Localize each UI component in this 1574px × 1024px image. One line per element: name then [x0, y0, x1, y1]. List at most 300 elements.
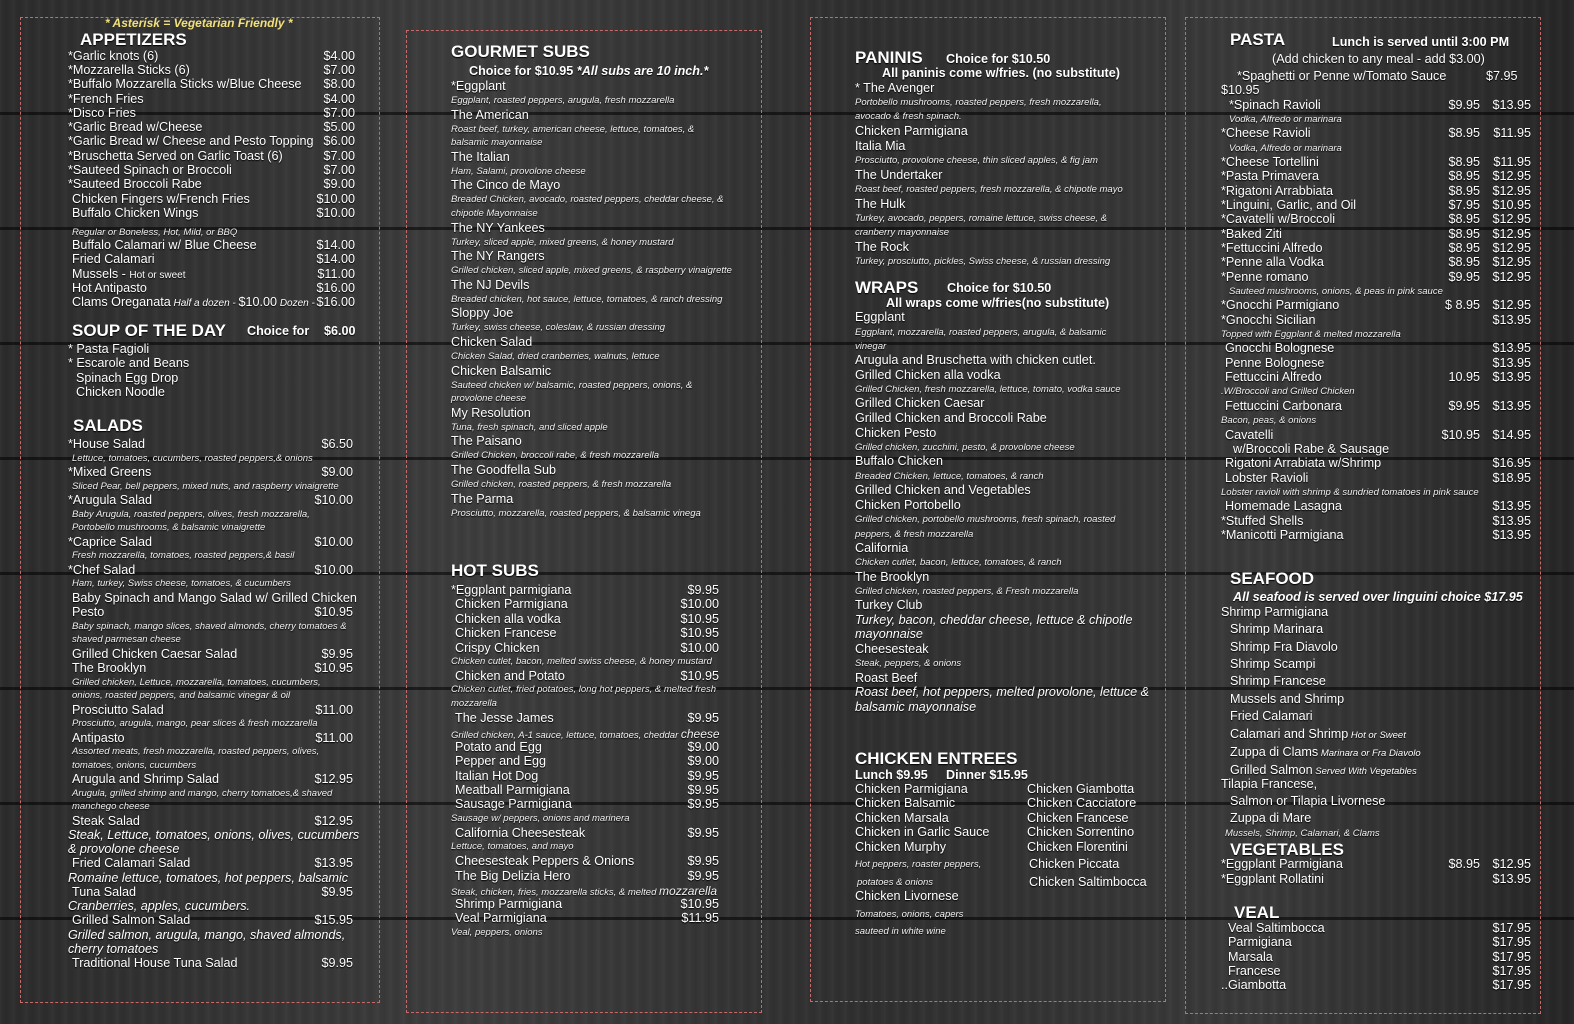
pasta-price-dinner: $12.95	[1492, 226, 1531, 241]
gourmet-sub-desc: chipotle Mayonnaise	[451, 208, 538, 219]
appetizer-item: *Bruschetta Served on Garlic Toast (6)	[68, 149, 283, 163]
hot-sub-item: The Jesse James	[455, 711, 554, 726]
appetizer-item: Buffalo Chicken Wings	[72, 206, 199, 220]
salad-desc: Fresh mozzarella, tomatoes, roasted peppers,& basil	[72, 550, 295, 561]
hot-sub-price: $9.00	[687, 739, 719, 754]
salad-price: $13.95	[314, 856, 353, 870]
pasta-price-dinner: $13.95	[1492, 527, 1531, 542]
vegetables-title: VEGETABLES	[1230, 840, 1344, 859]
hot-sub-item: *Eggplant parmigiana	[451, 583, 572, 597]
wrap-item: The Brooklyn	[855, 569, 930, 584]
appetizer-price: $10.00	[316, 192, 355, 206]
appetizer-item: Buffalo Calamari w/ Blue Cheese	[72, 238, 257, 252]
salad-item: Traditional House Tuna Salad	[72, 955, 238, 970]
vegetable-price-dinner: $12.95	[1492, 857, 1531, 871]
wrap-item: Turkey Club	[855, 598, 923, 613]
pasta-title: PASTA	[1230, 30, 1286, 49]
pasta-price-dinner: $13.95	[1492, 312, 1531, 327]
vegetable-price-lunch: $8.95	[1448, 857, 1480, 871]
salad-item: Steak Salad	[72, 813, 140, 828]
pasta-price-dinner: $16.95	[1492, 456, 1531, 471]
wrap-item: California	[855, 540, 909, 555]
hot-sub-price: $9.95	[687, 583, 719, 597]
salad-item: Antipasto	[72, 730, 125, 745]
pasta-price-lunch: 10.95	[1448, 370, 1480, 384]
hot-sub-item: Cheesesteak Peppers & Onions	[455, 854, 635, 869]
wrap-desc: peppers, & fresh mozzarella	[855, 528, 974, 540]
hot-sub-item: Chicken Francese	[455, 626, 557, 641]
appetizers-title: APPETIZERS	[80, 30, 187, 49]
pasta-item: *Gnocchi Sicilian	[1221, 312, 1316, 327]
hot-sub-item: Italian Hot Dog	[455, 768, 539, 783]
pasta-item: *Gnocchi Parmigiano	[1221, 298, 1340, 313]
hot-sub-item: Sausage Parmigiana	[455, 797, 572, 812]
wrap-desc: Eggplant, mozzarella, roasted peppers, arugula, & balsamic	[855, 326, 1107, 338]
pasta-item: *Spinach Ravioli	[1229, 97, 1321, 112]
hot-sub-desc: Chicken cutlet, bacon, melted swiss cheese, & honey mustard	[451, 656, 712, 667]
soup-item: Chicken Noodle	[76, 385, 165, 400]
appetizer-price: $14.00	[316, 238, 355, 252]
wrap-item: Grilled Chicken alla vodka	[855, 367, 1001, 382]
appetizer-item: Hot Antipasto	[72, 281, 147, 295]
pasta-item: *Fettuccini Alfredo	[1221, 240, 1323, 255]
hot-sub-item: Potato and Egg	[455, 739, 542, 754]
hot-sub-price: $10.95	[680, 897, 719, 911]
pasta-price-lunch: $9.95	[1448, 398, 1480, 413]
salad-price: $11.00	[315, 730, 353, 745]
chicken-entree-item: Chicken Parmigiana	[855, 782, 968, 796]
panini-item: The Rock	[855, 240, 909, 254]
chicken-entree-item: Chicken Marsala	[855, 810, 949, 825]
gourmet-sub-item: The Goodfella Sub	[451, 463, 557, 477]
appetizer-item: *Mozzarella Sticks (6)	[68, 63, 190, 77]
wrap-desc: Breaded Chicken, lettuce, tomatoes, & ranch	[855, 471, 1044, 482]
pasta-price-lunch: $7.95	[1448, 198, 1480, 212]
hot-sub-price: $9.95	[687, 797, 719, 812]
appetizer-price: $8.00	[323, 77, 355, 91]
salad-desc-big: Grilled salmon, arugula, mango, shaved almonds,	[68, 927, 346, 942]
appetizer-price: $14.00	[316, 252, 355, 266]
chicken-entrees-title: CHICKEN ENTREES	[855, 749, 1018, 768]
pasta-price-lunch: $8.95	[1448, 183, 1480, 198]
seafood-item: Shrimp Fra Diavolo	[1230, 640, 1338, 654]
vegetable-item: *Eggplant Rollatini	[1221, 871, 1324, 886]
appetizer-price: $11.00	[317, 267, 355, 281]
appetizer-item: *Sauteed Spinach or Broccoli	[68, 163, 232, 177]
gourmet-sub-item: The NY Yankees	[451, 220, 545, 235]
appetizer-item: *French Fries	[68, 92, 144, 106]
salad-price: $9.95	[321, 955, 353, 970]
gourmet-sub-item: Chicken Balsamic	[451, 363, 552, 378]
panini-desc: cranberry mayonnaise	[855, 227, 949, 238]
chicken-murphy-desc: potatoes & onions	[857, 877, 934, 888]
pasta-item: *Cheese Ravioli	[1221, 126, 1311, 141]
pasta-price-dinner: $12.95	[1492, 255, 1531, 270]
appetizer-price: $4.00	[323, 92, 355, 106]
pasta-item: Fettuccini Alfredo	[1225, 370, 1322, 384]
pasta-item: *Baked Ziti	[1221, 226, 1282, 241]
salad-desc-big: & provolone cheese	[68, 842, 180, 856]
wrap-item: Buffalo Chicken	[855, 454, 943, 469]
gourmet-sub-desc: Ham, Salami, provolone cheese	[451, 165, 586, 177]
pasta-price-lunch: $10.95	[1441, 427, 1480, 442]
hot-sub-price: $9.95	[687, 768, 719, 783]
pasta-price-dinner: $12.95	[1492, 183, 1531, 198]
pasta-price: $7.95	[1486, 69, 1518, 83]
appetizer-note: Regular or Boneless, Hot, Mild, or BBQ	[72, 227, 238, 238]
veal-item: Francese	[1228, 963, 1281, 978]
pasta-item: *Penne romano	[1221, 269, 1309, 284]
hot-sub-price: $10.00	[680, 640, 719, 655]
salad-desc: Portobello mushrooms, & balsamic vinaigrette	[72, 522, 266, 533]
salad-item: Prosciutto Salad	[72, 702, 164, 717]
wrap-item: Chicken Pesto	[855, 425, 937, 440]
paninis-title: PANINIS	[855, 48, 923, 67]
gourmet-sub-item: The NY Rangers	[451, 249, 545, 264]
gourmet-sub-desc: Breaded chicken, hot sauce, lettuce, tomatoes, & ranch dressing	[451, 293, 723, 305]
hot-subs-title: HOT SUBS	[451, 561, 539, 580]
salad-price: $12.95	[314, 813, 353, 828]
pasta-item: *Manicotti Parmigiana	[1221, 527, 1344, 542]
gourmet-sub-desc: Grilled chicken, roasted peppers, & fresh mozzarella	[451, 479, 672, 490]
salad-item: Tuna Salad	[72, 884, 136, 899]
salad-item: Arugula and Shrimp Salad	[72, 772, 220, 786]
panini-item: The Undertaker	[855, 168, 943, 182]
wrap-item: Grilled Chicken and Broccoli Rabe	[855, 411, 1047, 425]
seafood-item: Shrimp Marinara	[1230, 622, 1324, 636]
gourmet-choice: Choice for $10.95 *All subs are 10 inch.*	[469, 64, 709, 78]
pasta-desc: .W/Broccoli and Grilled Chicken	[1221, 386, 1355, 398]
veal-price: $17.95	[1492, 921, 1531, 935]
hot-sub-price: $9.95	[687, 825, 719, 840]
salad-desc: Baby Arugula, roasted peppers, olives, fresh mozzarella,	[72, 508, 310, 520]
seafood-item: Shrimp Scampi	[1230, 657, 1316, 671]
wrap-desc: Grilled chicken, zucchini, pesto, & provolone cheese	[855, 442, 1075, 454]
chicken-entree-item: Chicken Sorrentino	[1027, 825, 1135, 840]
salad-item: *Chef Salad	[68, 562, 136, 577]
appetizer-item: *Garlic Bread w/ Cheese and Pesto Topping	[68, 134, 314, 148]
pasta-desc: Lobster ravioli with shrimp & sundried tomatoes in pink sauce	[1221, 486, 1479, 498]
paninis-choice: Choice for $10.50	[946, 52, 1051, 66]
salad-price: $6.50	[321, 437, 353, 451]
veal-price: $17.95	[1492, 949, 1531, 964]
salad-item: The Brooklyn	[72, 661, 147, 675]
wrap-item: Arugula and Bruschetta with chicken cutlet.	[855, 353, 1096, 367]
salad-price: $9.00	[321, 465, 353, 479]
seafood-title: SEAFOOD	[1230, 569, 1315, 588]
soup-item: * Pasta Fagioli	[68, 342, 150, 356]
pasta-price-dinner: $13.95	[1492, 355, 1531, 370]
pasta-item: w/Broccoli Rabe & Sausage	[1233, 441, 1390, 456]
gourmet-sub-item: The Cinco de Mayo	[451, 178, 561, 193]
hot-sub-price: $10.95	[680, 669, 719, 683]
wrap-desc-big: Turkey, bacon, cheddar cheese, lettuce & chipotle	[855, 613, 1133, 627]
wrap-desc: Steak, peppers, & onions	[855, 658, 962, 670]
hot-sub-item: The Big Delizia Hero	[455, 868, 571, 883]
panini-desc: Roast beef, roasted peppers, fresh mozzarella, & chipotle mayo	[855, 184, 1123, 195]
appetizer-item: Chicken Fingers w/French Fries	[72, 192, 250, 206]
salad-item: *House Salad	[68, 437, 146, 451]
vegetable-price-dinner: $13.95	[1492, 871, 1531, 886]
hot-sub-desc: Sausage w/ peppers, onions and marinera	[451, 812, 630, 824]
seafood-item: Fried Calamari	[1230, 709, 1313, 723]
salad-item: Pesto	[72, 605, 105, 619]
appetizer-price: $7.00	[323, 163, 355, 177]
pasta-price-dinner: $13.95	[1492, 499, 1531, 514]
gourmet-sub-item: My Resolution	[451, 405, 531, 420]
gourmet-sub-desc: Prosciutto, mozzarella, roasted peppers, & balsamic vinega	[451, 507, 701, 519]
wrap-desc-big: Roast beef, hot peppers, melted provolone, lettuce &	[855, 685, 1150, 700]
pasta-item: Cavatelli	[1225, 427, 1274, 442]
salad-price: $10.00	[314, 534, 353, 549]
pasta-price-lunch: $9.95	[1448, 269, 1480, 284]
hot-sub-desc: Grilled chicken, A-1 sauce, lettuce, tomatoes, cheddar cheese	[451, 726, 720, 741]
gourmet-subs-title: GOURMET SUBS	[451, 42, 590, 61]
pasta-lunch-note: Lunch is served until 3:00 PM	[1332, 35, 1510, 49]
pasta-price-lunch: $8.95	[1448, 212, 1480, 227]
wrap-item: Chicken Portobello	[855, 497, 961, 512]
wrap-item: Grilled Chicken Caesar	[855, 396, 985, 411]
chicken-murphy-desc: Hot peppers, roaster peppers,	[855, 859, 982, 870]
gourmet-sub-desc: Tuna, fresh spinach, and sliced apple	[451, 421, 608, 433]
seafood-item: Tilapia Francese,	[1221, 777, 1318, 791]
gourmet-sub-item: The Paisano	[451, 434, 522, 449]
chicken-entree-item: Chicken Francese	[1027, 810, 1129, 825]
pasta-price-lunch: $8.95	[1448, 240, 1480, 255]
hot-sub-price: $10.95	[680, 626, 719, 641]
salad-desc: Lettuce, tomatoes, cucumbers, roasted peppers,& onions	[72, 452, 313, 464]
salad-item: *Caprice Salad	[68, 534, 153, 549]
salad-desc: onions, roasted peppers, and balsamic vinegar & oil	[72, 690, 291, 701]
appetizer-item: *Garlic Bread w/Cheese	[68, 120, 203, 134]
hot-sub-price: $10.00	[680, 597, 719, 612]
salad-price: $9.95	[321, 646, 353, 661]
chicken-lunch-price: Lunch $9.95	[855, 768, 928, 782]
pasta-price-dinner: $12.95	[1492, 169, 1531, 184]
wraps-choice: Choice for $10.50	[947, 281, 1052, 295]
hot-sub-item: California Cheesesteak	[455, 825, 586, 840]
salad-desc: shaved parmesan cheese	[72, 634, 181, 645]
pasta-price-dinner: $10.95	[1492, 198, 1531, 212]
hot-sub-item: Chicken and Potato	[455, 669, 565, 683]
chicken-livornese-desc: Tomatoes, onions, capers	[855, 909, 964, 920]
panini-item: The Hulk	[855, 197, 906, 211]
appetizer-price: $6.00	[323, 134, 355, 148]
hot-sub-desc: Veal, peppers, onions	[451, 926, 543, 938]
pasta-price-dinner: $12.95	[1492, 212, 1531, 227]
appetizer-item: Mussels - Hot or sweet	[72, 267, 186, 281]
hot-sub-item: Meatball Parmigiana	[455, 783, 570, 797]
pasta-price-lunch: $8.95	[1448, 126, 1480, 141]
panini-desc: Turkey, prosciutto, pickles, Swiss cheese, & russian dressing	[855, 256, 1111, 267]
salad-price: $10.95	[314, 605, 353, 619]
wrap-desc: Chicken cutlet, bacon, lettuce, tomatoes, & ranch	[855, 557, 1062, 569]
gourmet-sub-item: The Italian	[451, 149, 510, 164]
pasta-price-dinner: $11.95	[1493, 155, 1531, 170]
gourmet-sub-desc: Breaded Chicken, avocado, roasted peppers, cheddar cheese, &	[451, 194, 724, 206]
chicken-entree-item: Chicken Giambotta	[1027, 782, 1135, 796]
gourmet-sub-item: Chicken Salad	[451, 335, 533, 349]
seafood-note: All seafood is served over linguini choice $17.95	[1233, 590, 1523, 604]
paninis-note: All paninis come w/fries. (no substitute)	[882, 66, 1120, 80]
chicken-livornese-desc: sauteed in white wine	[855, 926, 946, 937]
pasta-item: *Pasta Primavera	[1221, 169, 1319, 184]
appetizer-item: *Buffalo Mozzarella Sticks w/Blue Cheese	[68, 77, 302, 91]
pasta-desc: Bacon, peas, & onions	[1221, 415, 1317, 427]
salad-desc-big: Steak, Lettuce, tomatoes, onions, olives, cucumbers	[68, 828, 360, 842]
wrap-item: Grilled Chicken and Vegetables	[855, 483, 1031, 498]
hot-sub-desc: mozzarella	[451, 698, 497, 710]
chicken-entree-item: Chicken in Garlic Sauce	[855, 825, 990, 840]
soup-item: * Escarole and Beans	[68, 356, 190, 371]
appetizer-item: *Garlic knots (6)	[68, 49, 159, 63]
salad-price: $15.95	[314, 913, 353, 927]
pasta-item: *Stuffed Shells	[1221, 513, 1304, 528]
wraps-title: WRAPS	[855, 278, 919, 297]
salad-desc: Grilled chicken, Lettuce, mozzarella, tomatoes, cucumbers,	[72, 676, 321, 688]
gourmet-sub-item: The American	[451, 107, 529, 122]
chicken-entree-item: Chicken Florentini	[1027, 839, 1128, 854]
pasta-item: Penne Bolognese	[1225, 355, 1325, 370]
panini-item: * The Avenger	[855, 81, 935, 95]
pasta-item: Gnocchi Bolognese	[1225, 341, 1335, 356]
salad-desc: Prosciutto, arugula, mango, pear slices & fresh mozzarella	[72, 718, 318, 729]
wrap-desc: Grilled chicken, roasted peppers, & Fresh mozzarella	[855, 586, 1079, 598]
salad-desc-big: Cranberries, apples, cucumbers.	[68, 899, 250, 913]
hot-sub-price: $9.95	[687, 854, 719, 869]
seafood-item: Shrimp Francese	[1230, 674, 1326, 688]
appetizer-price: $9.00	[323, 177, 355, 191]
panini-desc: Portobello mushrooms, roasted peppers, fresh mozzarella,	[855, 97, 1102, 108]
hot-sub-price: $9.00	[687, 754, 719, 769]
salad-price: $12.95	[314, 772, 353, 786]
pasta-item: Homemade Lasagna	[1225, 499, 1342, 514]
seafood-item: Mussels and Shrimp	[1230, 692, 1345, 706]
salad-item: *Mixed Greens	[68, 465, 152, 479]
gourmet-sub-desc: Grilled Chicken, broccoli rabe, & fresh mozzarella	[451, 450, 660, 462]
pasta-price-dinner: $12.95	[1492, 240, 1531, 255]
vegetable-item: *Eggplant Parmigiana	[1221, 857, 1343, 871]
pasta-desc: Vodka, Alfredo or marinara	[1229, 113, 1342, 125]
pasta-item: *Penne alla Vodka	[1221, 255, 1324, 270]
appetizer-price: $5.00	[323, 120, 355, 134]
gourmet-sub-item: Sloppy Joe	[451, 306, 514, 321]
hot-sub-price: $9.95	[687, 868, 719, 883]
soup-choice: Choice for	[247, 324, 310, 338]
pasta-price-lunch: $8.95	[1448, 255, 1480, 270]
salad-price: $9.95	[321, 884, 353, 899]
gourmet-sub-desc: Roast beef, turkey, american cheese, lettuce, tomatoes, &	[451, 123, 695, 135]
pasta-item: Fettuccini Carbonara	[1225, 398, 1342, 413]
salad-item: *Arugula Salad	[68, 493, 153, 507]
pasta-price-dinner: $13.95	[1492, 398, 1531, 413]
salad-price: $11.00	[315, 702, 353, 717]
appetizer-price: $16.00	[316, 281, 355, 295]
veal-title: VEAL	[1234, 903, 1280, 922]
hot-sub-desc: Lettuce, tomatoes, and mayo	[451, 841, 574, 853]
hot-sub-item: Veal Parmigiana	[455, 911, 547, 926]
hot-sub-desc: Steak, chicken, fries, mozzarella sticks, & melted mozzarella	[451, 884, 718, 898]
gourmet-sub-desc: balsamic mayonnaise	[451, 137, 543, 149]
hot-sub-item: Crispy Chicken	[455, 640, 540, 655]
pasta-price-dinner: $13.95	[1492, 97, 1531, 112]
gourmet-sub-desc: Eggplant, roasted peppers, arugula, fresh mozzarella	[451, 95, 675, 106]
salad-item: Grilled Salmon Salad	[72, 913, 191, 927]
seafood-item: Zuppa di Clams Marinara or Fra Diavolo	[1230, 745, 1421, 759]
pasta-price-lunch: $ 8.95	[1444, 298, 1480, 313]
appetizer-price: $10.00	[316, 206, 355, 220]
pasta-price-dinner: $14.95	[1492, 427, 1531, 442]
wrap-desc: vinegar	[855, 340, 887, 352]
seafood-desc: Mussels, Shrimp, Calamari, & Clams	[1225, 828, 1380, 839]
veal-price: $17.95	[1492, 935, 1531, 950]
chicken-entree-item: Chicken Livornese	[855, 889, 959, 903]
wrap-desc-big: balsamic mayonnaise	[855, 699, 977, 714]
appetizer-price: $7.00	[323, 106, 355, 120]
appetizer-price: $4.00	[323, 49, 355, 63]
pasta-item: *Spaghetti or Penne w/Tomato Sauce	[1237, 69, 1447, 83]
wrap-desc-big: mayonnaise	[855, 627, 923, 642]
salad-desc-big: Romaine lettuce, tomatoes, hot peppers, balsamic	[68, 870, 349, 885]
wraps-note: All wraps come w/fries(no substitute)	[886, 296, 1110, 310]
wrap-desc: Grilled Chicken, fresh mozzarella, lettuce, tomato, vodka sauce	[855, 384, 1121, 396]
appetizer-item: Fried Calamari	[72, 252, 155, 266]
soup-item: Spinach Egg Drop	[76, 370, 179, 385]
chicken-dinner-price: Dinner $15.95	[946, 768, 1028, 782]
veal-item: Marsala	[1228, 949, 1273, 964]
hot-sub-item: Pepper and Egg	[455, 754, 547, 769]
salad-item: Baby Spinach and Mango Salad w/ Grilled Chicken	[72, 590, 357, 605]
chicken-entree-item: Chicken Murphy	[855, 839, 946, 854]
veal-item: Veal Saltimbocca	[1228, 921, 1325, 935]
pasta-item: *Cheese Tortellini	[1221, 155, 1319, 170]
gourmet-sub-item: *Eggplant	[451, 79, 506, 93]
salad-item: Fried Calamari Salad	[72, 856, 191, 870]
pasta-price-dinner: $12.95	[1492, 298, 1531, 313]
appetizer-price: $16.00	[316, 295, 355, 309]
appetizer-item: *Disco Fries	[68, 106, 136, 120]
pasta-add-chicken-note: (Add chicken to any meal - add $3.00)	[1272, 52, 1485, 66]
pasta-price-dinner: $18.95	[1492, 470, 1531, 485]
pasta-price-lunch: $8.95	[1448, 169, 1480, 184]
hot-sub-price: $11.95	[681, 911, 719, 926]
pasta-desc: Vodka, Alfredo or marinara	[1229, 142, 1342, 154]
pasta-price-lunch: $8.95	[1448, 155, 1480, 170]
wrap-item: Cheesesteak	[855, 641, 929, 656]
salad-price: $10.00	[314, 562, 353, 577]
salad-desc: Baby spinach, mango slices, shaved almonds, cherry tomatoes &	[72, 620, 347, 632]
pasta-item: Lobster Ravioli	[1225, 470, 1309, 485]
veal-price: $17.95	[1492, 963, 1531, 978]
gourmet-sub-item: The NJ Devils	[451, 277, 530, 292]
pasta-price-dinner: $13.95	[1492, 513, 1531, 528]
panini-item: Chicken Parmigiana	[855, 124, 968, 138]
seafood-item: Calamari and Shrimp Hot or Sweet	[1230, 727, 1406, 741]
salad-desc: manchego cheese	[72, 801, 150, 812]
seafood-item: Shrimp Parmigiana	[1221, 605, 1329, 619]
appetizer-price: $7.00	[323, 149, 355, 163]
wrap-item: Roast Beef	[855, 670, 918, 685]
seafood-item: Zuppa di Mare	[1230, 811, 1312, 825]
appetizer-item: Clams Oreganata Half a dozen - $10.00 Dozen -	[72, 295, 315, 309]
wrap-item: Eggplant	[855, 310, 905, 324]
panini-desc: Prosciutto, provolone cheese, thin sliced apples, & fig jam	[855, 155, 1098, 166]
salad-desc: tomatoes, onions, cucumbers	[72, 759, 197, 771]
veal-item: ..Giambotta	[1221, 978, 1287, 993]
panini-item: Italia Mia	[855, 139, 906, 153]
seafood-item: Salmon or Tilapia Livornese	[1230, 794, 1386, 808]
salad-desc-big: cherry tomatoes	[68, 941, 159, 956]
